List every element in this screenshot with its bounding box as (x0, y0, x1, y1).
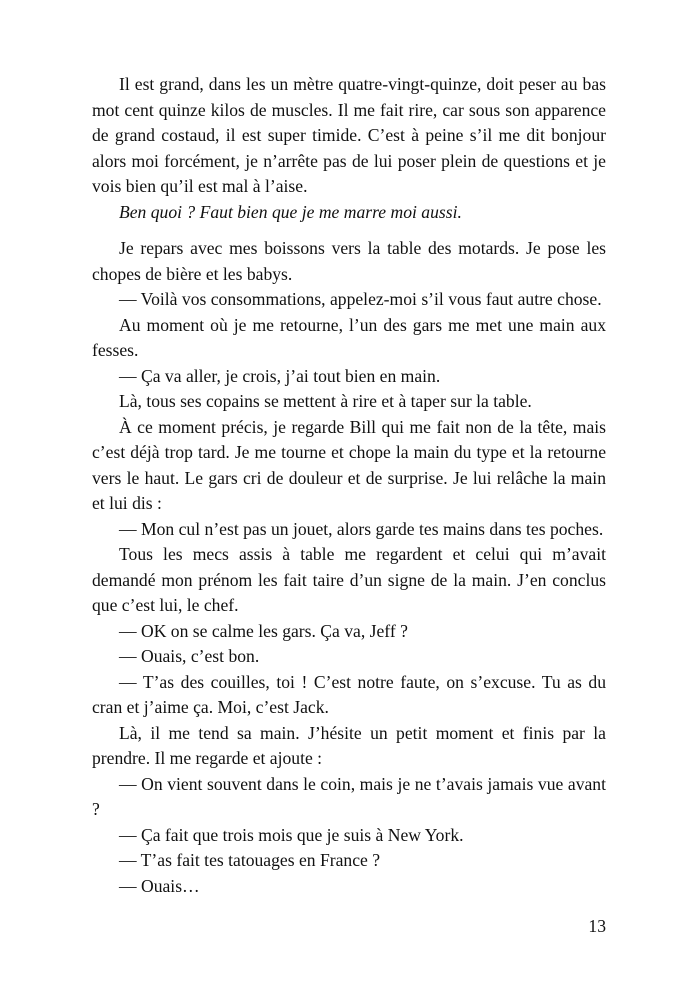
dialogue-line: — On vient souvent dans le coin, mais je ne t’avais jamais vue avant ? (92, 773, 606, 819)
dialogue-line: — Mon cul n’est pas un jouet, alors garde tes mains dans tes poches. (119, 518, 604, 539)
paragraph: Là, tous ses copains se mettent à rire et à taper sur la table. (119, 391, 532, 411)
paragraph: Il est grand, dans les un mètre quatre-vingt-quinze, doit peser au bas mot cent quinze kilos de muscles. Il me fait rire, car sous son apparence de grand costaud, il est super timide. C’est à peine s’il me dit bonjour alors moi forcément, je n’arrête pas de lui poser plein de questions et je vois bien qu’il est mal à l’aise. (92, 74, 606, 196)
dialogue-line: — T’as des couilles, toi ! C’est notre faute, on s’excuse. Tu as du cran et j’aime ça. Moi, c’est Jack. (92, 671, 606, 717)
dialogue-line: — Ouais, c’est bon. (119, 646, 260, 666)
paragraph: Là, il me tend sa main. J’hésite un petit moment et finis par la prendre. Il me regarde et ajoute : (92, 722, 606, 768)
paragraph: À ce moment précis, je regarde Bill qui me fait non de la tête, mais c’est déjà trop tard. Je me tourne et chope la main du type et la retourne vers le haut. Le gars cri de douleur et de surprise. Je lui relâche la main et lui dis : (92, 416, 606, 513)
dialogue-line: — Ça fait que trois mois que je suis à New York. (119, 824, 464, 845)
page-number: 13 (588, 916, 606, 936)
dialogue-line: — Ouais… (119, 875, 200, 896)
paragraph: Au moment où je me retourne, l’un des gars me met une main aux fesses. (92, 314, 606, 360)
paragraph: Je repars avec mes boissons vers la table des motards. Je pose les chopes de bière et les babys. (92, 238, 606, 284)
dialogue-line: — Voilà vos consommations, appelez-moi s’il vous faut autre chose. (119, 289, 602, 309)
dialogue-line: — OK on se calme les gars. Ça va, Jeff ? (119, 620, 408, 641)
italic-thought: Ben quoi ? Faut bien que je me marre moi aussi. (119, 201, 462, 222)
page-body (92, 72, 606, 899)
dialogue-line: — Ça va aller, je crois, j’ai tout bien en main. (119, 365, 441, 386)
paragraph: Tous les mecs assis à table me regardent et celui qui m’avait demandé mon prénom les fait taire d’un signe de la main. J’en conclus que c’est lui, le chef. (92, 544, 606, 615)
dialogue-line: — T’as fait tes tatouages en France ? (119, 850, 381, 870)
